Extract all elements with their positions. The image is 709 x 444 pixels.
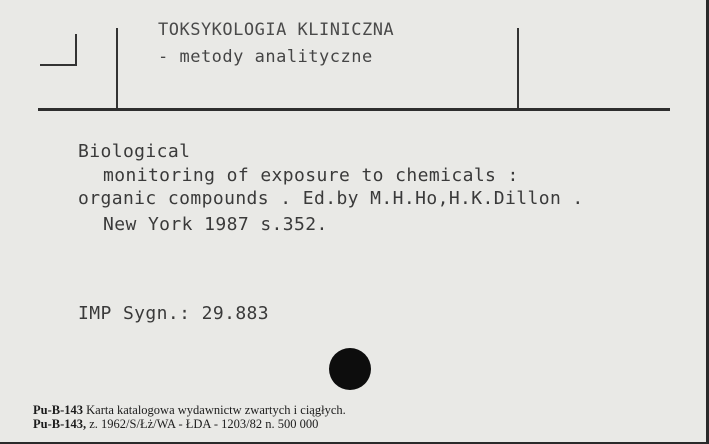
footer-line-1 xyxy=(33,403,346,417)
footer-text-2: z. 1962/S/Łż/WA - ŁDA - 1203/82 n. 500 000 xyxy=(89,417,319,431)
footer-code-2: Pu-B-143, xyxy=(33,417,87,431)
header-rule xyxy=(38,108,670,111)
footer-text-1: Karta katalogowa wydawnictw zwartych i ciągłych. xyxy=(86,403,346,417)
call-number: IMP Sygn.: 29.883 xyxy=(78,303,270,324)
header-subtitle: - metody analityczne xyxy=(158,47,373,67)
entry-line-3: organic compounds . Ed.by M.H.Ho,H.K.Dillon . xyxy=(78,188,584,209)
entry-line-2: monitoring of exposure to chemicals : xyxy=(103,165,519,186)
entry-line-4: New York 1987 s.352. xyxy=(103,214,328,235)
footer-line-2 xyxy=(33,417,318,431)
entry-line-1: Biological xyxy=(78,141,191,162)
footer-code-1: Pu-B-143 xyxy=(33,403,83,417)
punch-hole xyxy=(329,348,371,390)
header-title: TOKSYKOLOGIA KLINICZNA xyxy=(158,20,395,40)
header-divider-right xyxy=(517,28,519,110)
header-divider-left xyxy=(116,28,118,110)
corner-mark xyxy=(40,64,77,66)
corner-mark xyxy=(75,34,77,66)
